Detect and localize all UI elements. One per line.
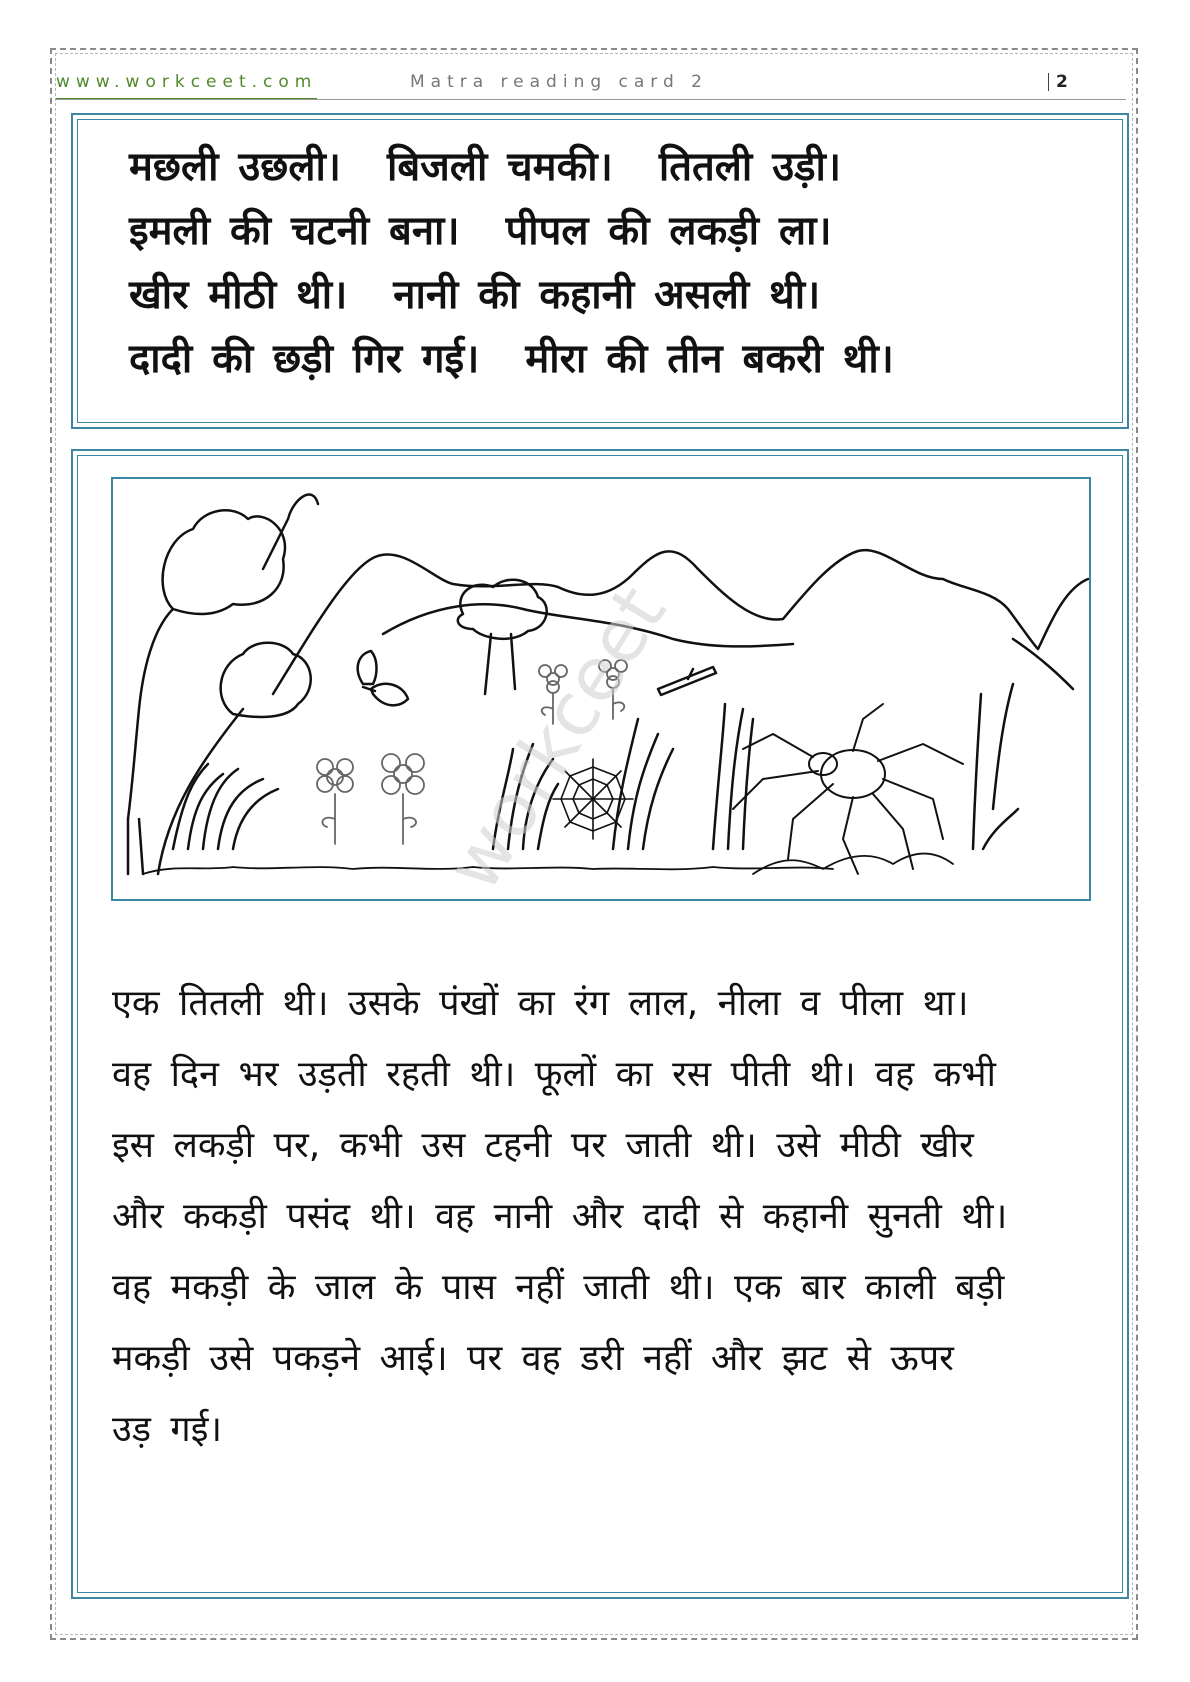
mountains-icon bbox=[273, 550, 1088, 694]
page-number: 2 bbox=[1056, 70, 1068, 98]
tree-icon bbox=[128, 495, 318, 874]
story-line: मकड़ी उसे पकड़ने आई। पर वह डरी नहीं और झट से ऊपर bbox=[112, 1338, 954, 1379]
story-line: उड़ गई। bbox=[112, 1409, 223, 1450]
sentence-row bbox=[129, 263, 1089, 327]
sentence: इमली की चटनी बना। bbox=[129, 208, 460, 254]
ground-icon bbox=[143, 853, 953, 874]
grass-icon bbox=[173, 684, 1018, 849]
card-title: Matra reading card 2 bbox=[410, 72, 709, 92]
sentence: नानी की कहानी असली थी। bbox=[393, 272, 821, 318]
story-line: वह दिन भर उड़ती रहती थी। फूलों का रस पीती थी। वह कभी bbox=[112, 1054, 996, 1095]
tree-icon bbox=[458, 580, 547, 694]
header-rule bbox=[56, 99, 1126, 100]
story-line: वह मकड़ी के जाल के पास नहीं जाती थी। एक बार काली बड़ी bbox=[112, 1267, 1005, 1308]
spider-web-icon bbox=[553, 759, 633, 839]
sentence-row bbox=[129, 199, 1089, 263]
site-link[interactable]: www.workceet.com bbox=[56, 70, 317, 100]
nature-illustration bbox=[111, 477, 1091, 901]
sentence: बिजली चमकी। bbox=[386, 144, 613, 190]
sentence: दादी की छड़ी गिर गई। bbox=[129, 336, 480, 382]
watermark: workceet bbox=[430, 571, 684, 906]
story-line: और ककड़ी पसंद थी। वह नानी और दादी से कहानी सुनती थी। bbox=[112, 1196, 1008, 1237]
butterfly-icon bbox=[358, 651, 408, 705]
stick-icon bbox=[658, 667, 716, 695]
sentence: मछली उछली। bbox=[129, 144, 341, 190]
sentence: पीपल की लकड़ी ला। bbox=[505, 208, 832, 254]
sentence: खीर मीठी थी। bbox=[129, 272, 348, 318]
sentences-box bbox=[71, 113, 1129, 429]
story-line: एक तितली थी। उसके पंखों का रंग लाल, नीला व पीला था। bbox=[112, 983, 969, 1024]
sentence: तितली उड़ी। bbox=[658, 144, 842, 190]
story-text bbox=[112, 968, 1122, 1465]
story-line: इस लकड़ी पर, कभी उस टहनी पर जाती थी। उसे मीठी खीर bbox=[112, 1125, 974, 1166]
sentence-row bbox=[129, 327, 1089, 391]
sentence: मीरा की तीन बकरी थी। bbox=[525, 336, 894, 382]
sentence-row bbox=[129, 135, 1089, 199]
spider-icon bbox=[733, 704, 963, 874]
